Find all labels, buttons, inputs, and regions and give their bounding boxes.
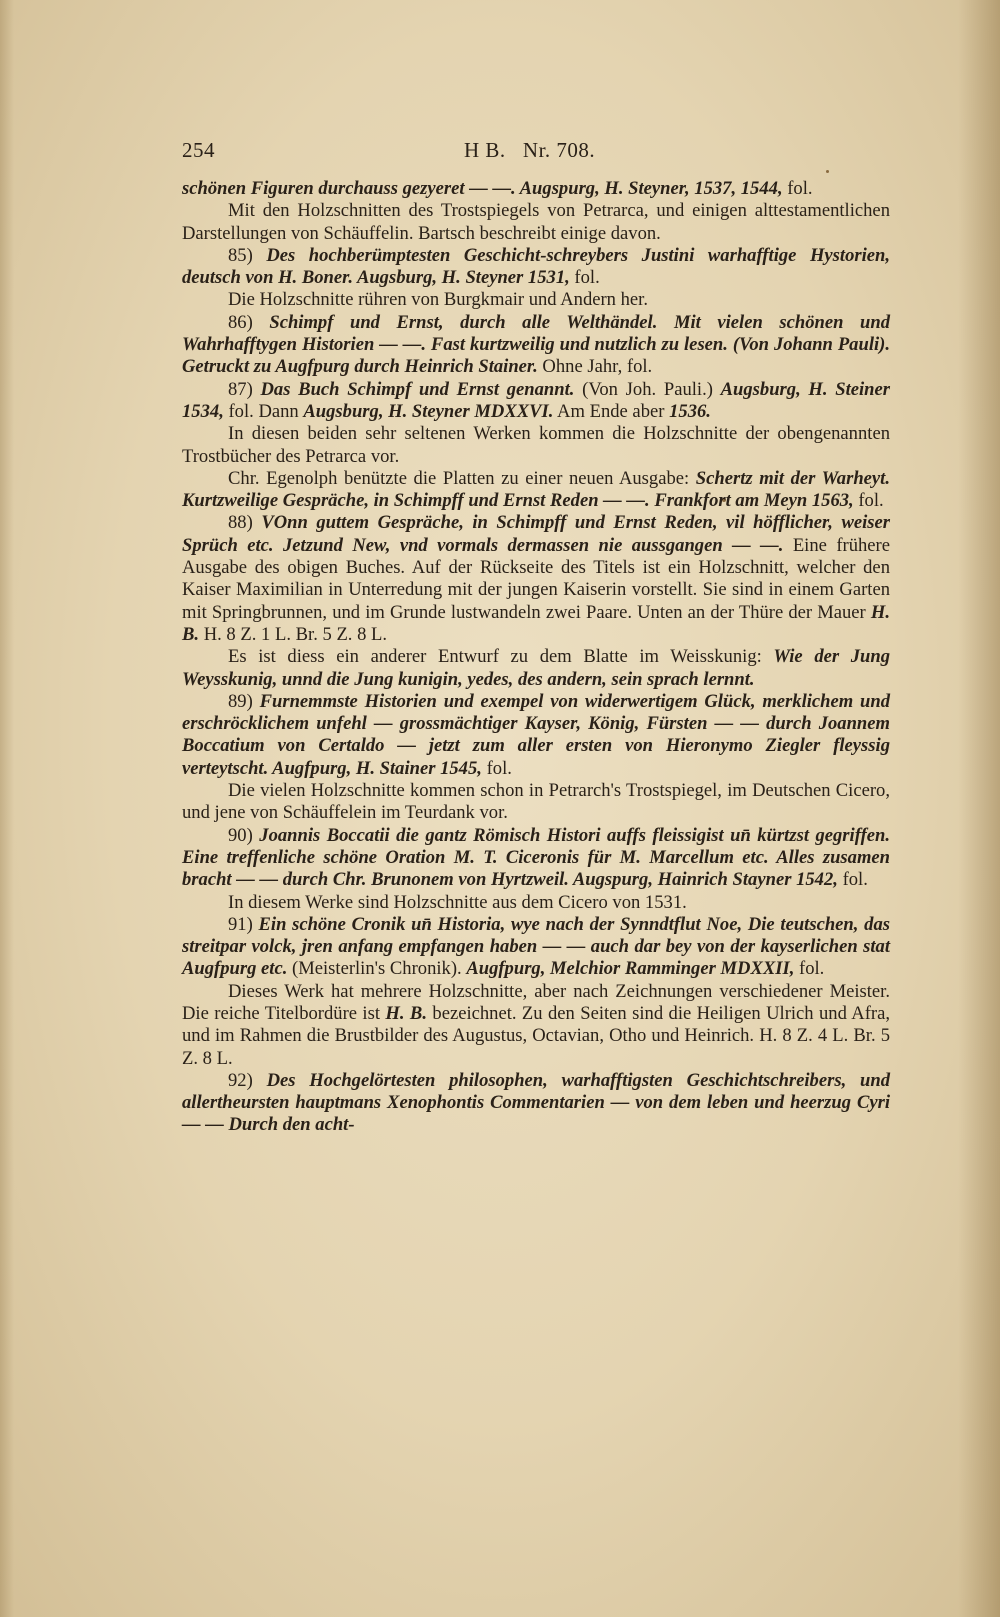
italic-title-text: Ein schöne Cronik un̄ Historia, wye nach der Synndtflut Noe, Die teutschen, das streitpar volck, jren anfang empfangen haben — — auch dar bey von der kayserlichen stat Augfpurg etc. (182, 913, 890, 980)
text-run: In diesem Werke sind Holzschnitte aus dem Cicero von 1531. (228, 891, 687, 913)
text-run: H. 8 Z. 1 L. Br. 5 Z. 8 L. (199, 623, 388, 645)
ink-speck (826, 170, 829, 173)
running-header (182, 138, 892, 168)
paragraph (182, 178, 890, 200)
page-number: 254 (182, 138, 215, 162)
text-run: Ohne Jahr, fol. (537, 356, 653, 378)
paragraph (182, 468, 890, 513)
text-run: (Meisterlin's Chronik). (287, 958, 467, 980)
italic-title-text: Augfpurg, Melchior Ramminger MDXXII, (466, 958, 795, 980)
text-run: 90) (228, 824, 260, 846)
paragraph (182, 289, 890, 311)
entry-85 (182, 245, 890, 290)
italic-title-text: Schimpf und Ernst, durch alle Welthändel. Mit vielen schönen und Wahrhafftygen Historien — —. Fast kurtzweilig und nutzlich zu lesen. (Von Johann Pauli). Getruckt zu Augfpurg durch Heinrich Stainer. (182, 311, 890, 378)
italic-title-text: Augsburg, H. Steiner 1534, (182, 378, 891, 422)
italic-title-text: Des Hochgelörtesten philosophen, warhafftigsten Geschichtschreibers, und allertheursten hauptmans Xenophontis Commentarien — von dem leben und heerzug Cyri — — Durch den acht- (182, 1069, 891, 1136)
text-run: fol. (837, 869, 868, 891)
text-run: 89) (228, 690, 260, 712)
italic-title-text: Das Buch Schimpf und Ernst genannt. (260, 378, 575, 400)
text-run: Mit den Holzschnitten des Trostspiegels von Petrarca, und einigen alttestamentlichen Darstellungen von Schäuffelin. Bartsch beschreibt einige davon. (182, 200, 890, 244)
italic-title-text: Augsburg, H. Steyner MDXXVI. (303, 400, 554, 422)
text-run: 91) (228, 913, 259, 935)
italic-title-text: 1536. (669, 400, 711, 422)
paragraph (182, 646, 890, 691)
paragraph (182, 892, 890, 914)
entry-88 (182, 512, 890, 646)
text-run: 86) (228, 311, 270, 333)
text-run: fol. (782, 178, 813, 199)
text-run: Es ist diess ein anderer Entwurf zu dem Blatte im Weisskunig: (228, 646, 774, 668)
text-run: In diesen beiden sehr seltenen Werken kommen die Holzschnitte der obengenannten Trostbücher des Petrarca vor. (182, 423, 890, 467)
text-run: Chr. Egenolph benützte die Platten zu einer neuen Ausgabe: (228, 467, 696, 489)
text-run: fol. (481, 757, 512, 779)
italic-title-text: H. B. (385, 1002, 427, 1024)
italic-title-text: schönen Figuren durchauss gezyeret — —. Augspurg, H. Steyner, 1537, 1544, (182, 178, 783, 199)
text-run: fol. Dann (223, 400, 304, 422)
italic-title-text: Furnemmste Historien und exempel von widerwertigem Glück, merklichem und erschröcklichem unfehl — grossmächtiger Kayser, König, Fürsten — — durch Joannem Boccatium von Certaldo — jetzt zum aller ersten von Hieronymo Ziegler fleyssig verteytscht. Augfpurg, H. Stainer 1545, (182, 690, 891, 779)
entry-86 (182, 312, 890, 379)
entry-91 (182, 914, 890, 981)
text-run: Die vielen Holzschnitte kommen schon in Petrarch's Trostspiegel, im Deutschen Cicero, und jene von Schäuffelein im Teurdank vor. (182, 780, 890, 824)
italic-title-text: VOnn guttem Gespräche, in Schimpff und Ernst Reden, vil höfflicher, weiser Sprüch etc. Jetzund New, vnd vormals dermassen nie aussgangen — —. (182, 512, 890, 556)
body-text (182, 178, 890, 1137)
text-run: 92) (228, 1069, 267, 1091)
text-run: (Von Joh. Pauli.) (574, 378, 721, 400)
paragraph (182, 981, 890, 1070)
italic-title-text: Des hochberümptesten Geschicht-schreybers Justini warhafftige Hystorien, deutsch von H. Boner. Augsburg, H. Steyner 1531, (182, 244, 891, 289)
paragraph (182, 423, 890, 468)
italic-title-text: Wie der Jung Weysskunig, unnd die Jung kunigin, yedes, des andern, sein sprach lernnt. (182, 646, 891, 690)
text-run: Am Ende aber (553, 400, 670, 422)
text-run: fol. (853, 490, 884, 512)
text-run: Dieses Werk hat mehrere Holzschnitte, aber nach Zeichnungen verschiedener Meister. Die reiche Titelbordüre ist (182, 980, 890, 1024)
running-title: H B. Nr. 708. (464, 138, 596, 162)
text-run: 85) (228, 244, 267, 266)
entry-87 (182, 379, 890, 424)
paragraph (182, 780, 890, 825)
entry-90 (182, 825, 890, 892)
italic-title-text: Joannis Boccatii die gantz Römisch Histori auffs fleissigist un̄ kürtzst gegriffen. Eine treffenliche schöne Oration M. T. Ciceronis für M. Marcellum etc. Alles zusamen bracht — — durch Chr. Brunonem von Hyrtzweil. Augspurg, Hainrich Stayner 1542, (182, 824, 890, 891)
text-run: fol. (569, 267, 600, 289)
entry-92 (182, 1070, 890, 1137)
text-run: 87) (228, 378, 261, 400)
paragraph (182, 200, 890, 245)
text-run: fol. (794, 958, 825, 980)
text-run: 88) (228, 512, 262, 534)
text-run: Die Holzschnitte rühren von Burgkmair und Andern her. (228, 289, 648, 311)
text-run: bezeichnet. Zu den Seiten sind die Heiligen Ulrich und Afra, und im Rahmen die Brustbilder des Augustus, Octavian, Otho und Heinrich. H. 8 Z. 4 L. Br. 5 Z. 8 L. (182, 1002, 890, 1069)
page-edge-shadow-right (958, 0, 1000, 1617)
text-run: Eine frühere Ausgabe des obigen Buches. Auf der Rückseite des Titels ist ein Holzschnitt, welcher den Kaiser Maximilian in Unterredung mit der jungen Kaiserin vorstellt. Sie sind in einem Garten mit Springbrunnen, und im Grunde lustwandeln zwei Paare. Unten an der Thüre der Mauer (182, 534, 890, 623)
italic-title-text: Schertz mit der Warheyt. Kurtzweilige Gespräche, in Schimpff und Ernst Reden — —. Frankfort am Meyn 1563, (182, 467, 890, 512)
italic-title-text: H. B. (182, 601, 890, 645)
entry-89 (182, 691, 890, 780)
page-edge-shadow-left (0, 0, 14, 1617)
